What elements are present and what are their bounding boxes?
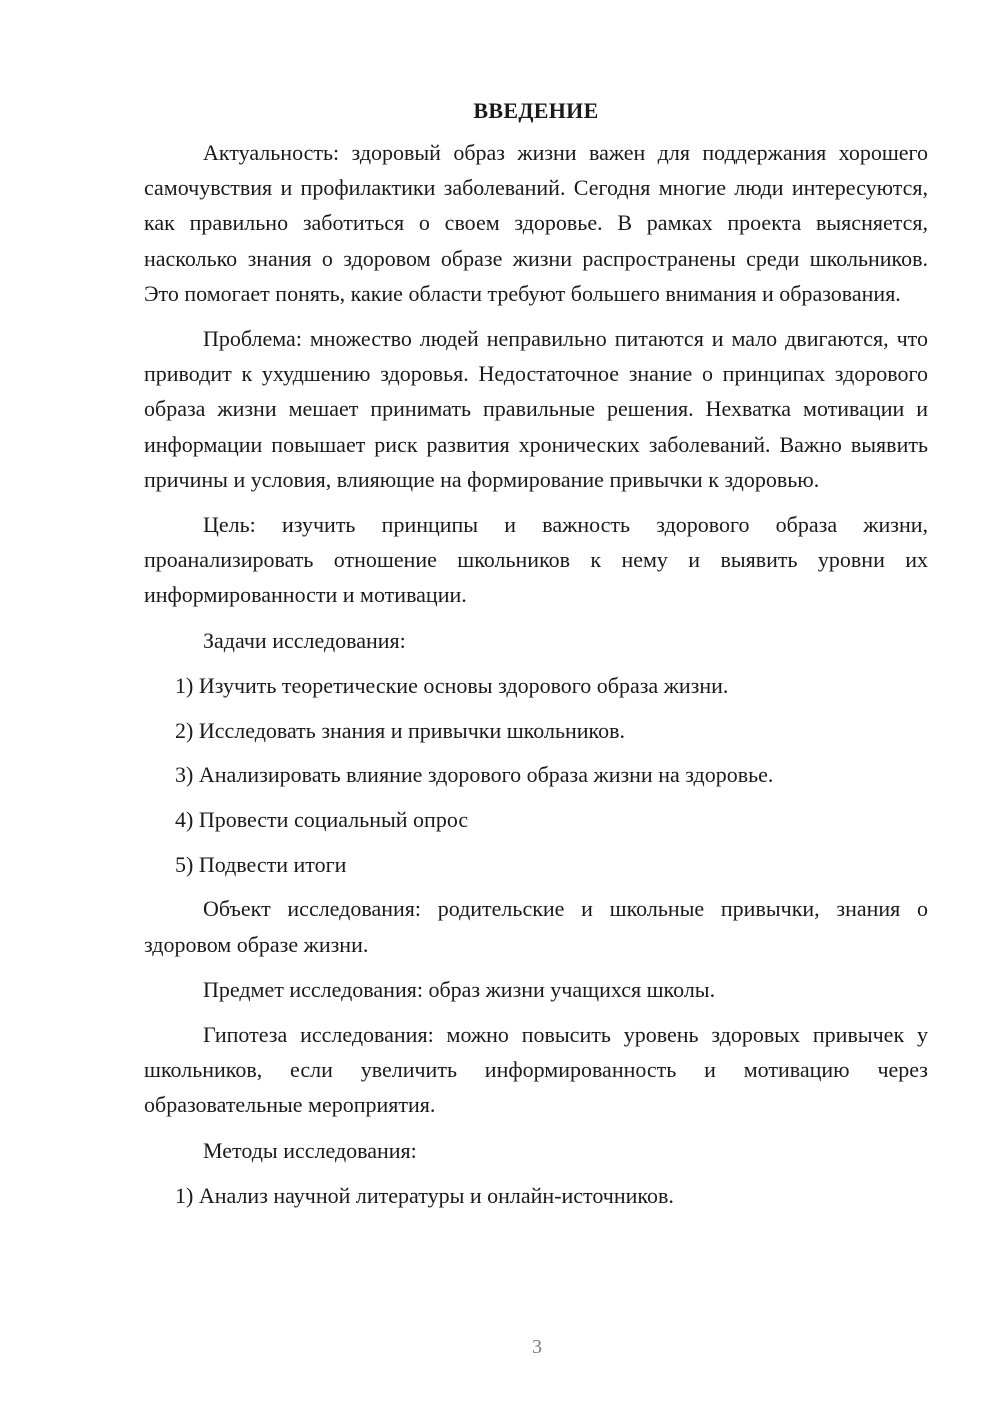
tasks-heading: Задачи исследования: — [203, 627, 406, 653]
tasks-list — [144, 668, 928, 882]
paragraph-subject: Предмет исследования: образ жизни учащихся школы. — [203, 976, 716, 1002]
paragraph-goal: Цель: изучить принципы и важность здорового образа жизни, проанализировать отношение школьников к нему и выявить уровни их информированности и мотивации. — [144, 512, 928, 608]
task-item-2: 2) Исследовать знания и привычки школьников. — [175, 717, 625, 743]
section-title: ВВЕДЕНИЕ — [473, 98, 599, 123]
method-item-1: 1) Анализ научной литературы и онлайн-источников. — [175, 1182, 674, 1208]
task-item-5: 5) Подвести итоги — [175, 851, 347, 877]
task-item-1: 1) Изучить теоретические основы здорового образа жизни. — [175, 672, 729, 698]
task-item-3: 3) Анализировать влияние здорового образа жизни на здоровье. — [175, 762, 774, 788]
paragraph-problem: Проблема: множество людей неправильно питаются и мало двигаются, что приводит к ухудшению здоровья. Недостаточное знание о принципах здорового образа жизни мешает принимать правильные решения. Нехватка мотивации и информации повышает риск развития хронических заболеваний. Важно выявить причины и условия, влияющие на формирование привычки к здоровью. — [144, 326, 928, 492]
methods-heading: Методы исследования: — [203, 1137, 417, 1163]
page-content — [144, 95, 928, 1222]
page-number: 3 — [532, 1336, 542, 1358]
task-item-4: 4) Провести социальный опрос — [175, 806, 469, 832]
paragraph-relevance: Актуальность: здоровый образ жизни важен для поддержания хорошего самочувствия и профилактики заболеваний. Сегодня многие люди интересуются, как правильно заботиться о своем здоровье. В рамках проекта выясняется, насколько знания о здоровом образе жизни распространены среди школьников. Это помогает понять, какие области требуют большего внимания и образования. — [144, 140, 928, 306]
paragraph-hypothesis: Гипотеза исследования: можно повысить уровень здоровых привычек у школьников, если увеличить информированность и мотивацию через образовательные мероприятия. — [144, 1021, 928, 1118]
paragraph-object: Объект исследования: родительские и школьные привычки, знания о здоровом образе жизни. — [144, 896, 928, 957]
methods-list — [144, 1178, 928, 1213]
